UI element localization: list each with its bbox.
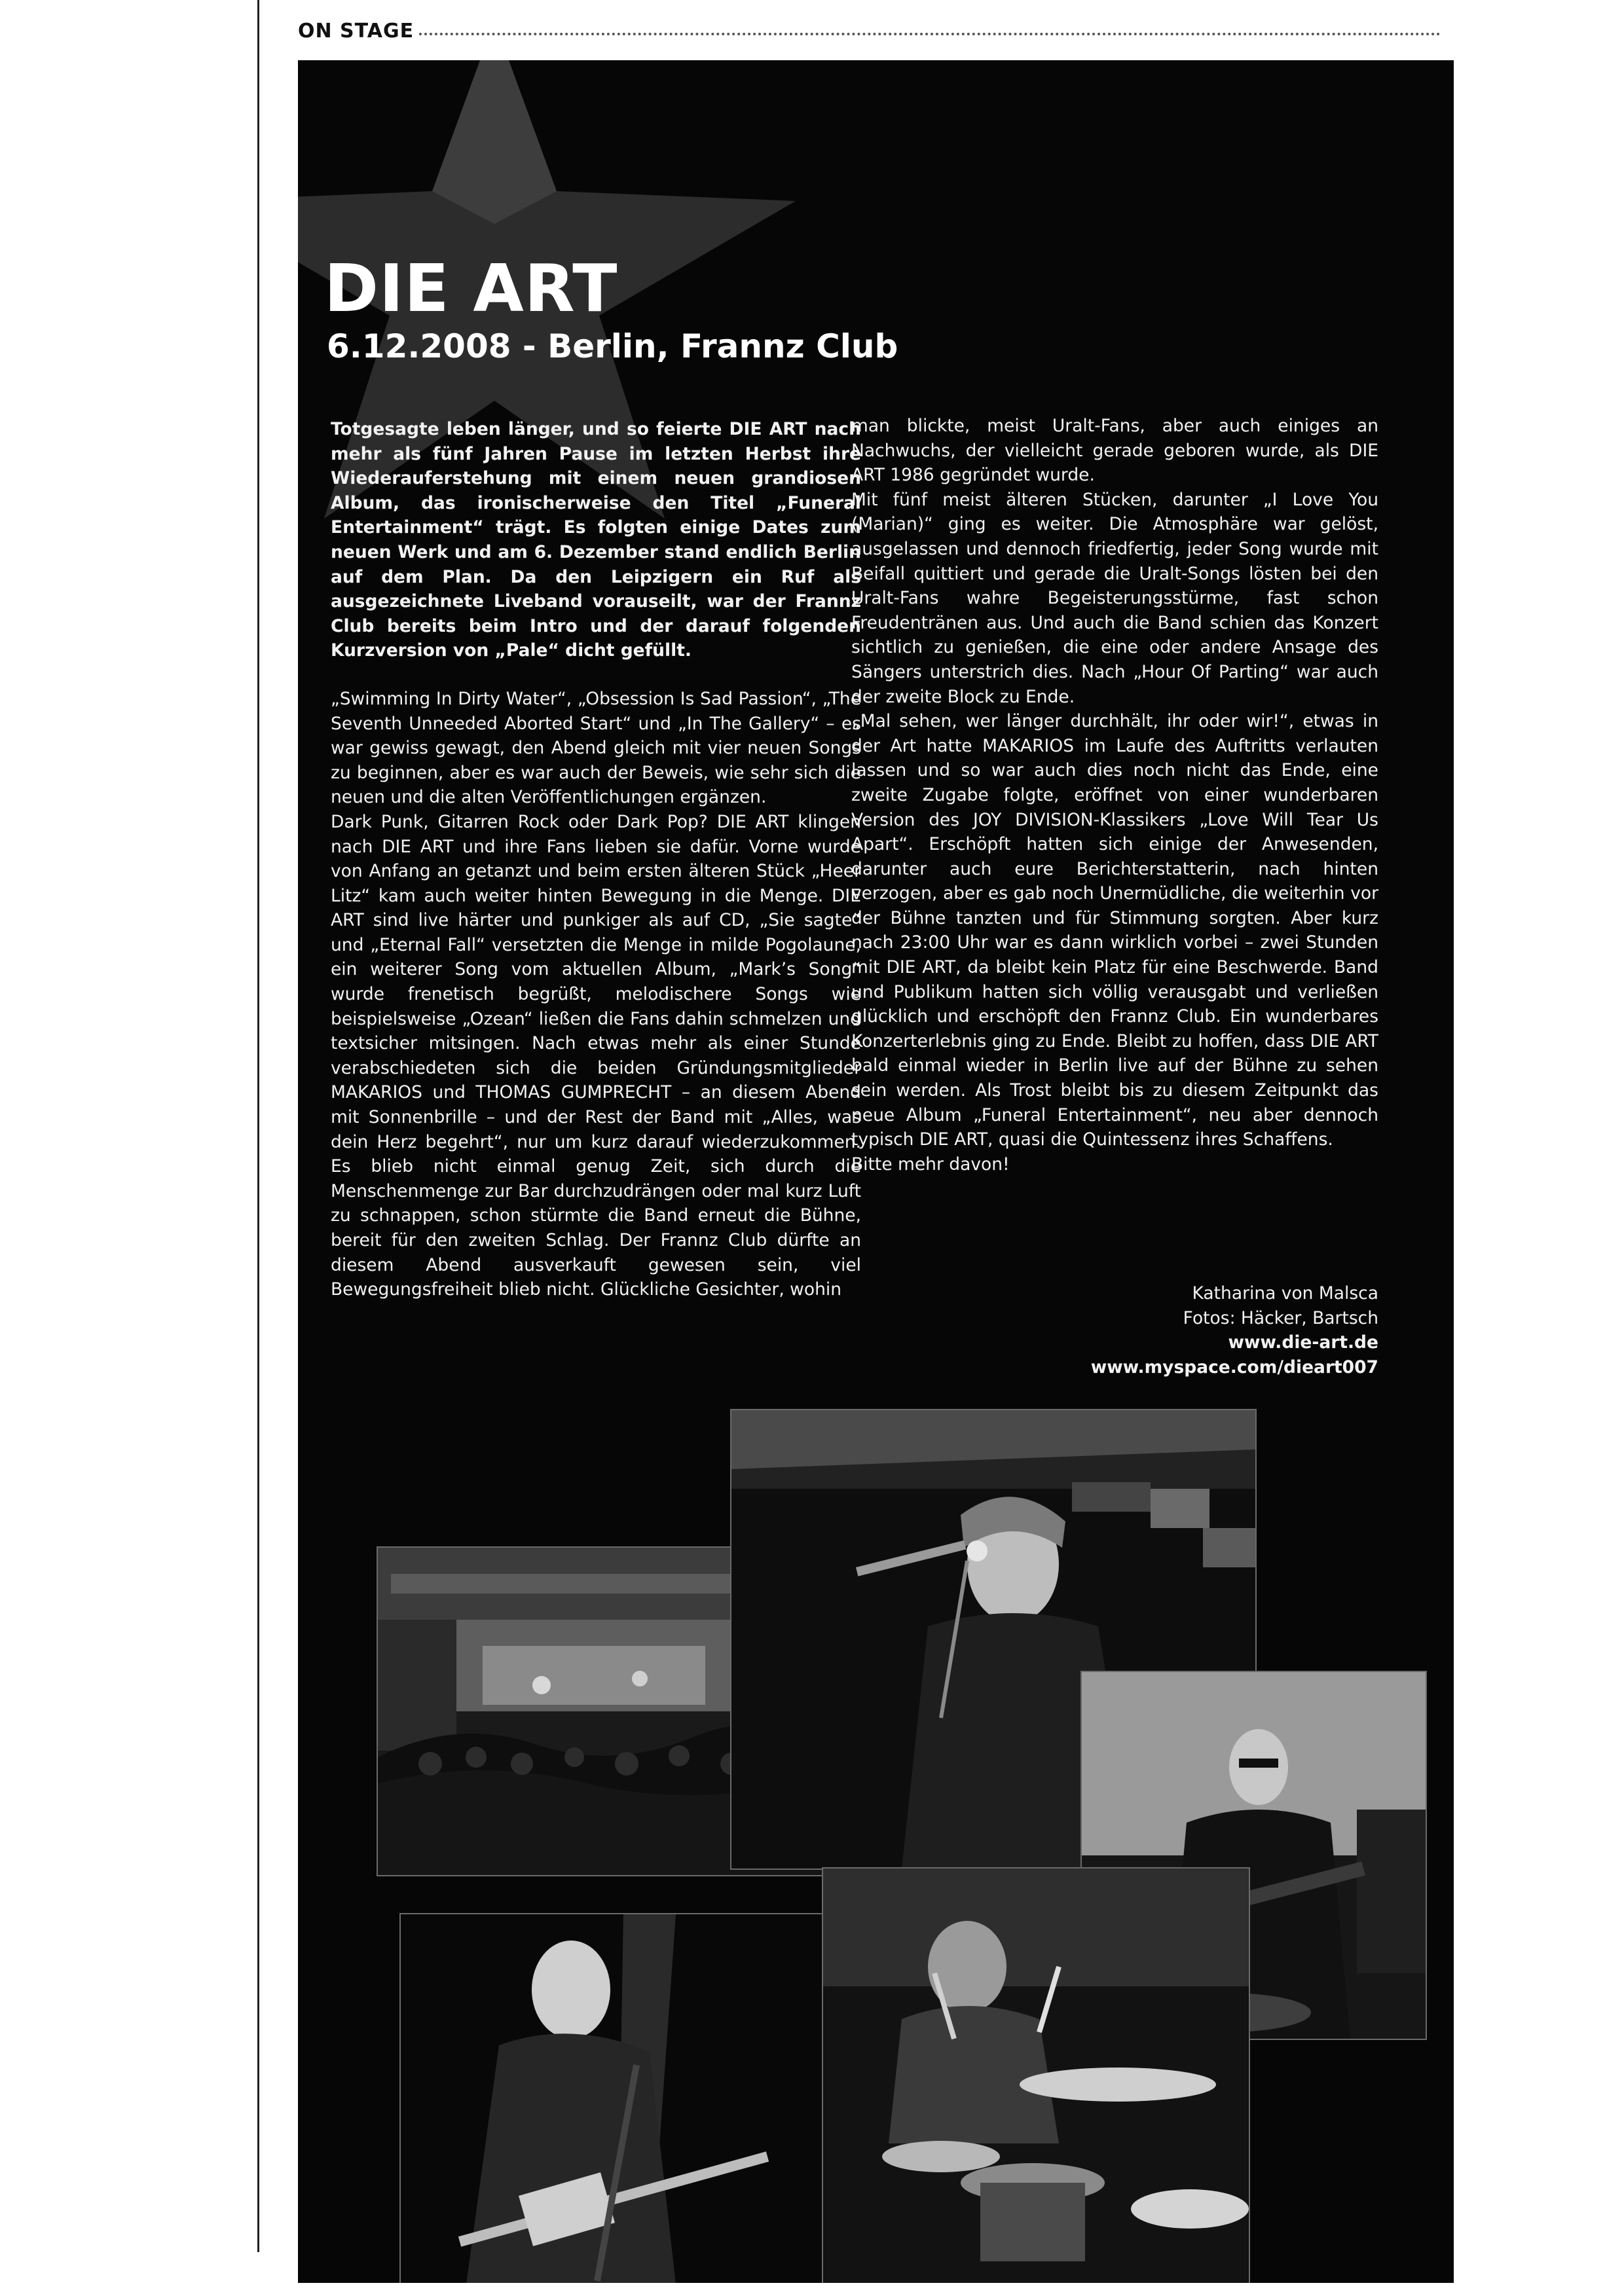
photo-credit: Fotos: Häcker, Bartsch bbox=[1183, 1307, 1378, 1328]
article-subtitle: 6.12.2008 - Berlin, Frannz Club bbox=[327, 327, 898, 365]
bassist-photo bbox=[399, 1913, 854, 2283]
body-paragraph: Mit fünf meist älteren Stücken, darunter „I Love You (Marian)“ ging es weiter. Die Atmosphäre war gelöst, ausgelassen und dennoch friedfertig, jeder Song wurde mit Beifall quittiert und gerade die Uralt-Songs lösten bei den Uralt-Fans wahre Begeisterungsstürme, fast schon Freudentränen aus. Und auch die Band schien das Konzert sichtlich zu genießen, die eine oder andere Ansage des Sängers unterstrich dies. Nach „Hour Of Parting“ war auch der zweite Block zu Ende. bbox=[851, 489, 1378, 707]
section-label: ON STAGE bbox=[298, 20, 415, 43]
page-margin-rule bbox=[257, 0, 259, 2252]
article-panel bbox=[298, 60, 1454, 2283]
website-link[interactable]: www.die-art.de bbox=[1228, 1332, 1378, 1353]
body-paragraph: „Mal sehen, wer länger durchhält, ihr oder wir!“, etwas in der Art hatte MAKARIOS im Laufe des Auftritts verlauten lassen und so war auch dies noch nicht das Ende, eine zweite Zugabe folgte, eröffnet von einer wunderbaren Version des JOY DIVISION-Klassikers „Love Will Tear Us Apart“. Erschöpft hatten sich einige der Anwesenden, darunter auch eure Berichterstatterin, nach hinten verzogen, aber es gab noch Unermüdliche, die weiterhin vor der Bühne tanzten und für Stimmung sorgten. Aber kurz nach 23:00 Uhr war es dann wirklich vorbei – zwei Stunden mit DIE ART, da bleibt kein Platz für eine Beschwerde. Band und Publikum hatten sich völlig verausgabt und verließen glücklich und erschöpft den Frannz Club. Ein wunderbares Konzerterlebnis ging zu Ende. Bleibt zu hoffen, dass DIE ART bald einmal wieder in Berlin live auf der Bühne zu sehen sein werden. Als Trost bleibt bis zu diesem Zeitpunkt das neue Album „Funeral Entertainment“, neu aber dennoch typisch DIE ART, quasi die Quintessenz ihres Schaffens. bbox=[851, 711, 1378, 1150]
article-title: DIE ART bbox=[324, 250, 618, 327]
article-column-left bbox=[331, 417, 861, 1302]
drummer-photo bbox=[822, 1867, 1250, 2283]
article-credits bbox=[1031, 1281, 1378, 1379]
body-paragraph: „Swimming In Dirty Water“, „Obsession Is Sad Passion“, „The Seventh Unneeded Aborted Start“ und „In The Gallery“ – es war gewiss gewagt, den Abend gleich mit vier neuen Songs zu beginnen, aber es war auch der Beweis, wie sehr sich die neuen und die alten Veröffentlichungen ergänzen. bbox=[331, 688, 861, 808]
closing-line: Bitte mehr davon! bbox=[851, 1154, 1010, 1175]
body-paragraph: Dark Punk, Gitarren Rock oder Dark Pop? DIE ART klingen nach DIE ART und ihre Fans lieben sie dafür. Vorne wurde von Anfang an getanzt und beim ersten älteren Stück „Heer Litz“ kam auch weiter hinten Bewegung in die Menge. DIE ART sind live härter und punkiger als auf CD, „Sie sagte“ und „Eternal Fall“ versetzten die Menge in milde Pogolaune, ein weiterer Song vom aktuellen Album, „Mark’s Song“ wurde frenetisch begrüßt, melodischere Songs wie beispielsweise „Ozean“ ließen die Fans dahin schmelzen und textsicher mitsingen. Nach etwas mehr als einer Stunde verabschiedeten sich die beiden Gründungsmitglieder MAKARIOS und THOMAS GUMPRECHT – an diesem Abend mit Sonnenbrille – und der Rest der Band mit „Alles, was dein Herz begehrt“, nur um kurz darauf wiederzukommen. Es blieb nicht einmal genug Zeit, sich durch die Menschenmenge zur Bar durchzudrängen oder mal kurz Luft zu schnappen, schon stürmte die Band erneut die Bühne, bereit für den zweiten Schlag. Der Frannz Club dürfte an diesem Abend ausverkauft gewesen sein, viel Bewegungsfreiheit blieb nicht. Glückliche Gesichter, wohin bbox=[331, 811, 861, 1300]
myspace-link[interactable]: www.myspace.com/dieart007 bbox=[1090, 1357, 1378, 1377]
article-column-right bbox=[851, 414, 1378, 1176]
author-credit: Katharina von Malsca bbox=[1192, 1283, 1378, 1303]
body-paragraph: man blickte, meist Uralt-Fans, aber auch einiges an Nachwuchs, der vielleicht gerade geboren wurde, als DIE ART 1986 gegründet wurde. bbox=[851, 416, 1378, 486]
header-dotted-rule bbox=[419, 33, 1441, 35]
lead-paragraph: Totgesagte leben länger, und so feierte DIE ART nach mehr als fünf Jahren Pause im letzten Herbst ihre Wiederauferstehung mit einem neuen grandiosen Album, das ironischerweise den Titel „Funeral Entertainment“ trägt. Es folgten einige Dates zum neuen Werk und am 6. Dezember stand endlich Berlin auf dem Plan. Da den Leipzigern ein Ruf als ausgezeichnete Liveband vorauseilt, war der Frannz Club bereits beim Intro und der darauf folgenden Kurzversion von „Pale“ dicht gefüllt. bbox=[331, 419, 861, 661]
